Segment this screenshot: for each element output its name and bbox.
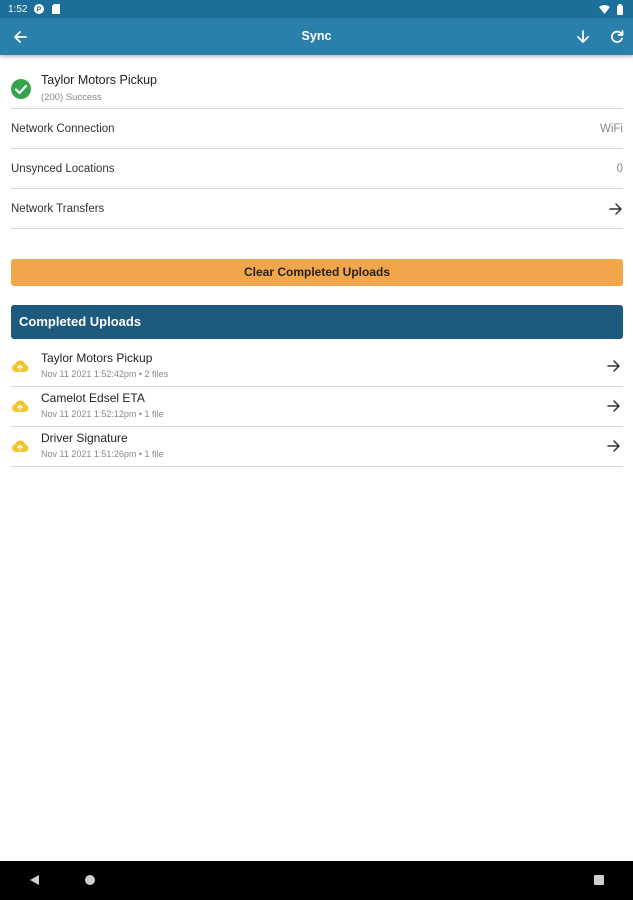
upload-item[interactable] (11, 347, 623, 387)
upload-item[interactable] (11, 387, 623, 427)
upload-name: Taylor Motors Pickup (41, 351, 153, 365)
arrow-forward-icon (607, 439, 621, 453)
sync-status-name: Taylor Motors Pickup (41, 73, 158, 87)
check-circle-icon (11, 79, 31, 99)
back-button[interactable] (9, 26, 31, 48)
cloud-upload-icon (11, 359, 29, 373)
sync-status (11, 55, 623, 109)
download-button[interactable] (572, 26, 594, 48)
upload-meta: Nov 11 2021 1:52:12pm • 1 file (41, 409, 164, 419)
upload-item[interactable] (11, 427, 623, 467)
square-recents-icon (593, 874, 605, 886)
network-connection-value: WiFi (600, 122, 623, 135)
app-bar (0, 18, 633, 55)
unsynced-locations-value: 0 (616, 162, 623, 175)
completed-uploads-list (11, 347, 623, 467)
arrow-down-icon (576, 30, 590, 44)
system-back-button[interactable] (26, 872, 42, 888)
unsynced-locations-row (11, 149, 623, 189)
upload-name: Camelot Edsel ETA (41, 391, 145, 405)
system-navigation-bar (0, 861, 633, 900)
network-transfers-label: Network Transfers (11, 202, 105, 215)
arrow-forward-icon (607, 359, 621, 373)
cloud-upload-icon (11, 439, 29, 453)
sim-icon (50, 4, 61, 15)
system-home-button[interactable] (82, 872, 98, 888)
network-connection-row (11, 109, 623, 149)
app-notification-icon (33, 4, 44, 15)
circle-home-icon (84, 874, 96, 886)
system-recents-button[interactable] (591, 872, 607, 888)
arrow-forward-icon (607, 399, 621, 413)
upload-name: Driver Signature (41, 431, 128, 445)
upload-meta: Nov 11 2021 1:52:42pm • 2 files (41, 369, 169, 379)
wifi-icon (599, 4, 610, 15)
unsynced-locations-label: Unsynced Locations (11, 162, 115, 175)
cloud-upload-icon (11, 399, 29, 413)
status-bar (0, 0, 633, 18)
upload-meta: Nov 11 2021 1:51:26pm • 1 file (41, 449, 164, 459)
page-title: Sync (301, 29, 332, 43)
status-time: 1:52 (8, 3, 28, 15)
refresh-button[interactable] (606, 26, 628, 48)
battery-icon (614, 4, 625, 15)
arrow-back-icon (13, 30, 27, 44)
clear-completed-uploads-button[interactable]: Clear Completed Uploads (11, 259, 623, 286)
sync-content (11, 55, 623, 459)
svg-text:P: P (36, 6, 42, 14)
network-connection-label: Network Connection (11, 122, 115, 135)
arrow-forward-icon (609, 202, 623, 216)
triangle-back-icon (28, 874, 40, 886)
sync-status-result: (200) Success (41, 92, 102, 103)
completed-uploads-header: Completed Uploads (11, 305, 623, 339)
refresh-icon (610, 30, 624, 44)
network-transfers-row[interactable] (11, 189, 623, 229)
